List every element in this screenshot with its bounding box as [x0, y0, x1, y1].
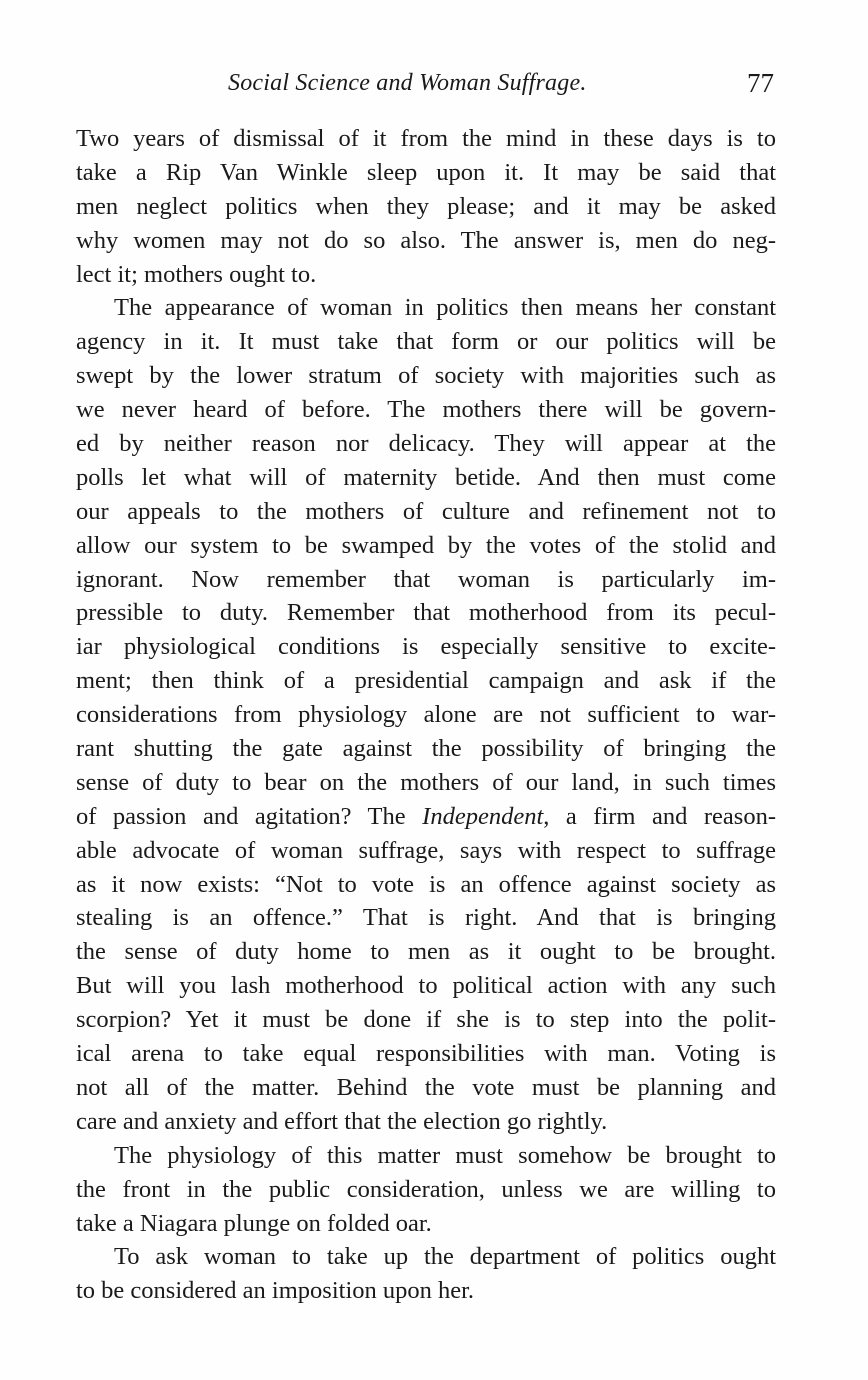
text-line: stealing is an offence.” That is right. And that is bringing	[76, 904, 776, 932]
text-line: ical arena to take equal responsibilities with man. Voting is	[76, 1040, 776, 1068]
running-head	[76, 66, 776, 106]
text-line: The appearance of woman in politics then means her constant	[114, 294, 776, 322]
text-line: take a Rip Van Winkle sleep upon it. It may be said that	[76, 158, 776, 186]
text-line: why women may not do so also. The answer is, men do neg-	[76, 226, 776, 254]
text-line: able advocate of woman suffrage, says with respect to suffrage	[76, 836, 776, 864]
text-line: ed by neither reason nor delicacy. They will appear at the	[76, 430, 776, 458]
text-line: scorpion? Yet it must be done if she is to step into the polit-	[76, 1006, 776, 1034]
text-line: our appeals to the mothers of culture and refinement not to	[76, 497, 776, 525]
page-number: 77	[747, 68, 774, 98]
text-line: considerations from physiology alone are not sufficient to war-	[76, 701, 776, 729]
text-line: lect it; mothers ought to.	[76, 260, 317, 288]
text-line: iar physiological conditions is especially sensitive to excite-	[76, 633, 776, 661]
paragraph	[76, 1240, 776, 1308]
italic-title: Independent	[422, 802, 544, 830]
text-line: of passion and agitation? The Independent, a firm and reason-	[76, 802, 777, 830]
paragraph	[76, 122, 776, 291]
text-line: pressible to duty. Remember that motherhood from its pecul-	[76, 599, 776, 627]
text-line: But will you lash motherhood to political action with any such	[76, 972, 776, 1000]
text-line: as it now exists: “Not to vote is an offence against society as	[76, 870, 776, 898]
text-line: allow our system to be swamped by the votes of the stolid and	[76, 531, 776, 559]
paragraph	[76, 291, 776, 1138]
text-line: agency in it. It must take that form or our politics will be	[76, 328, 776, 356]
text-line: rant shutting the gate against the possibility of bringing the	[76, 735, 776, 763]
text-line: not all of the matter. Behind the vote must be planning and	[76, 1073, 776, 1101]
text-line: swept by the lower stratum of society with majorities such as	[76, 362, 776, 390]
text-line: the front in the public consideration, unless we are willing to	[76, 1175, 776, 1203]
text-line: take a Niagara plunge on folded oar.	[76, 1209, 432, 1237]
text-line: to be considered an imposition upon her.	[76, 1277, 475, 1305]
text-line: men neglect politics when they please; and it may be asked	[76, 192, 776, 220]
paragraph	[76, 1139, 776, 1241]
text-line: To ask woman to take up the department of politics ought	[114, 1243, 776, 1271]
body-text	[76, 122, 776, 1308]
text-line: ignorant. Now remember that woman is particularly im-	[76, 565, 776, 593]
text-line: The physiology of this matter must somehow be brought to	[114, 1141, 776, 1169]
text-line: Two years of dismissal of it from the mind in these days is to	[76, 125, 776, 152]
text-line: polls let what will of maternity betide. And then must come	[76, 463, 776, 491]
running-title: Social Science and Woman Suffrage.	[228, 70, 587, 96]
text-line: care and anxiety and effort that the election go rightly.	[76, 1107, 608, 1135]
text-line: ment; then think of a presidential campaign and ask if the	[76, 667, 776, 695]
text-line: we never heard of before. The mothers there will be govern-	[76, 396, 776, 424]
text-line: sense of duty to bear on the mothers of our land, in such times	[76, 768, 776, 796]
text-line: the sense of duty home to men as it ought to be brought.	[76, 938, 776, 966]
